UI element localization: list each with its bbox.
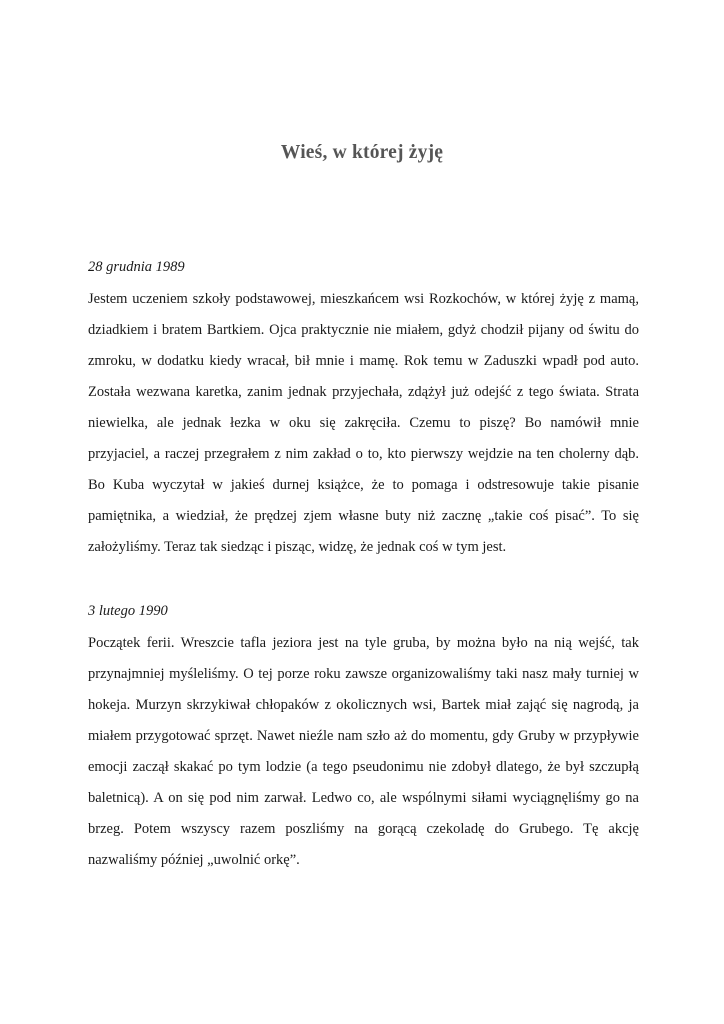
- text-line: założyliśmy. Teraz tak siedząc i pisząc, widzę, że jednak coś w tym jest.: [88, 539, 507, 555]
- text-line: baletnicą). A on się pod nim zarwał. Ledwo co, ale wspólnymi siłami wyciągnęliśmy go na: [88, 790, 639, 806]
- text-line: brzeg. Potem wszyscy razem poszliśmy na gorącą czekoladę do Grubego. Tę akcję: [88, 821, 639, 837]
- entry-text: [88, 284, 639, 563]
- document-title: Wieś, w której żyję: [280, 142, 444, 163]
- text-line: Bo Kuba wyczytał w jakieś durnej książce, że to pomaga i odstresowuje takie pisanie: [88, 477, 639, 493]
- diary-entry: [88, 600, 639, 876]
- text-line: emocji zaczął skakać po tym lodzie (a tego pseudonimu nie zdobył dlatego, że był szczupłą: [88, 759, 639, 775]
- diary-entry: [88, 256, 639, 563]
- text-line: przynajmniej myśleliśmy. O tej porze roku zawsze organizowaliśmy taki nasz mały turniej w: [88, 666, 639, 682]
- text-line: hokeja. Murzyn skrzykiwał chłopaków z okolicznych wsi, Bartek miał zająć się nagrodą, ja: [88, 697, 639, 713]
- entry-text: [88, 628, 639, 876]
- text-line: zmroku, w dodatku kiedy wracał, bił mnie i mamę. Rok temu w Zaduszki wpadł pod auto.: [88, 353, 639, 369]
- text-line: przyjaciel, a raczej przegrałem z nim zakład o to, kto pierwszy wejdzie na ten cholerny dąb.: [88, 446, 639, 462]
- text-line: niewielka, ale jednak łezka w oku się zakręciła. Czemu to piszę? Bo namówił mnie: [88, 415, 639, 431]
- text-line: Początek ferii. Wreszcie tafla jeziora jest na tyle gruba, by można było na nią wejść, tak: [88, 635, 639, 651]
- text-line: miałem przygotować sprzęt. Nawet nieźle nam szło aż do momentu, gdy Gruby w przypływie: [88, 728, 639, 744]
- entry-date: 28 grudnia 1989: [88, 259, 185, 275]
- text-line: Została wezwana karetka, zanim jednak przyjechała, zdążył już odejść z tego świata. Strata: [88, 384, 639, 400]
- text-line: nazwaliśmy później „uwolnić orkę”.: [88, 852, 300, 868]
- entry-date: 3 lutego 1990: [88, 603, 168, 619]
- text-line: pamiętnika, a wiedział, że prędzej zjem własne buty niż zacznę „takie coś pisać”. To się: [88, 508, 639, 524]
- text-line: Jestem uczeniem szkoły podstawowej, mieszkańcem wsi Rozkochów, w której żyję z mamą,: [88, 291, 639, 307]
- text-line: dziadkiem i bratem Bartkiem. Ojca praktycznie nie miałem, gdyż chodził pijany od świtu do: [88, 322, 639, 338]
